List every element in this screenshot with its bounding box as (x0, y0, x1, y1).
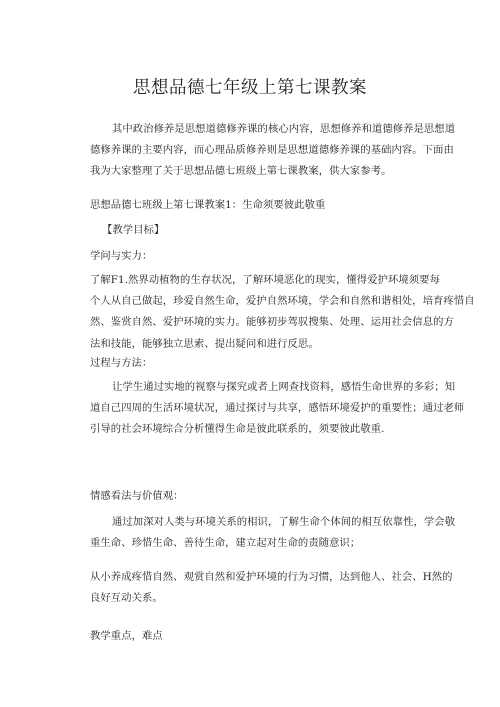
values-line: 通过加深对人类与环境关系的相识，了解生命个体间的相互依靠性，学会敬 (112, 516, 456, 528)
knowledge-heading-text: 学问与实力： (90, 250, 153, 262)
process-heading-text: 过程与方法： (90, 357, 153, 369)
habit-line: 从小养成疼惜自然、观赏自然和爱护环境的行为习惯，达到他人、社会、H然的 (90, 571, 453, 583)
process-paragraph (90, 377, 465, 441)
process-heading (90, 353, 430, 374)
plan-heading-text: 思想品德七班级上第七课教案1：生命须要彼此敬重 (90, 199, 326, 211)
teaching-goals-heading (102, 220, 442, 241)
knowledge-line: 了解F1.然界动植物的生存状况，了解环境恶化的现实，懂得爱护环境须要每 (90, 274, 440, 286)
key-points-heading-text: 教学重点，难点 (90, 630, 163, 642)
plan-heading (90, 195, 430, 216)
intro-line: 其中政治修养是思想道德修养课的核心内容，思想修养和道德修养是思想道 (112, 123, 456, 135)
knowledge-line: 法和技能，能够独立思索、提出疑问和进行反思。 (90, 337, 319, 350)
values-line: 重生命、珍惜生命、善待生命，建立起对生命的责随意识； (90, 537, 361, 550)
knowledge-heading (90, 246, 430, 267)
intro-line: 我为大家整理了关于思想品德七班级上第七课教案，供大家参考。 (90, 165, 392, 178)
knowledge-paragraph (90, 270, 475, 355)
intro-line: 德修养课的主要内容，而心理品质修养则是思想道德修养课的基础内容。下面由 (90, 144, 454, 157)
process-line: 道自己四周的生活环境状况，通过探讨与共享，感悟环境爱护的重要性；通过老师 (90, 402, 465, 415)
knowledge-line: 个人从自己做起，珍爱自然生命，爱护自然环境，学会和自然和谐相处，培育疼惜自 (90, 295, 475, 308)
knowledge-line: 然、鉴赏自然、爱护环境的实力。能够初步驾驭搜集、处理、运用社会信息的方 (90, 316, 454, 329)
habit-line: 良好互动关系。 (90, 592, 163, 605)
page-title: 思想品德七年级上第七课教案 (133, 78, 367, 98)
values-heading (90, 486, 430, 507)
process-line: 让学生通过实地的视察与探究或者上网查找资料，感悟生命世界的多彩；知 (112, 381, 456, 393)
values-heading-text: 情感看法与价值观： (90, 490, 184, 502)
intro-paragraph (90, 119, 456, 183)
habit-paragraph (90, 567, 453, 609)
key-points-heading (90, 626, 430, 647)
teaching-goals-text: 【教学目标】 (102, 224, 165, 236)
process-line: 引导的社会环境综合分析懂得生命是彼此联系的，须要彼此敬重. (90, 423, 385, 436)
values-paragraph (90, 512, 456, 554)
